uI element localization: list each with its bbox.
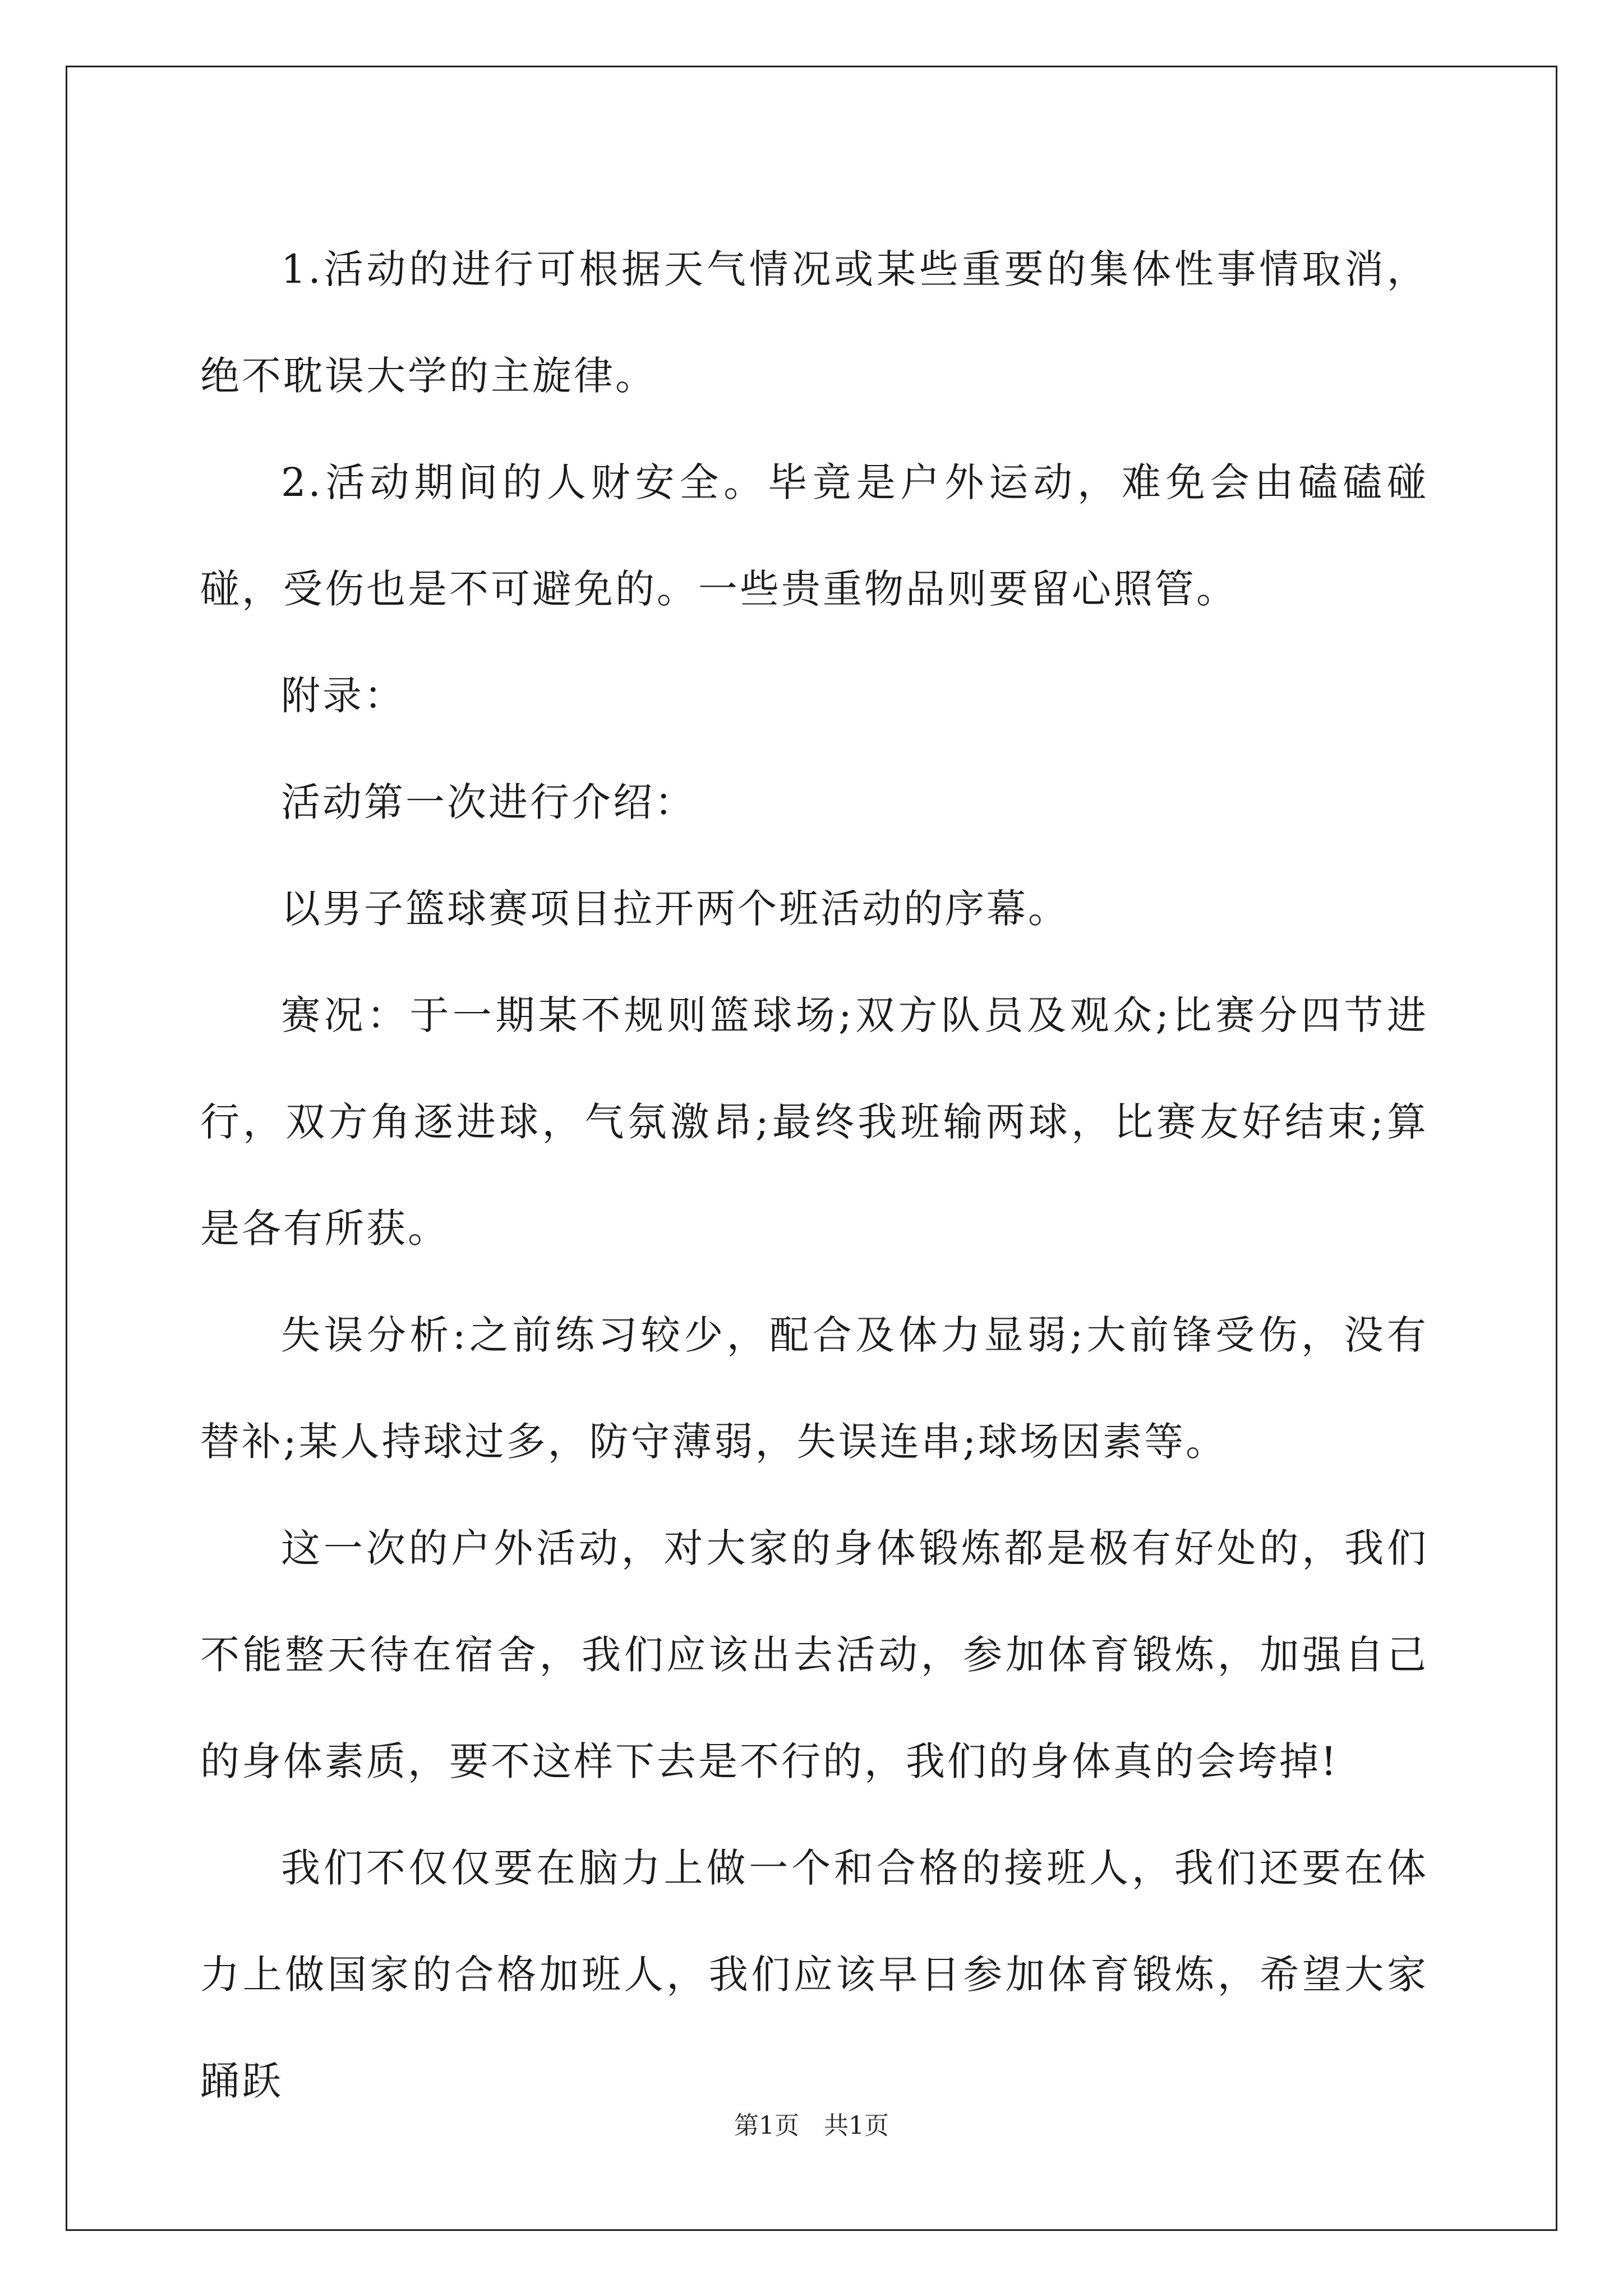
paragraph-8: 这一次的户外活动，对大家的身体锻炼都是极有好处的，我们不能整天待在宿舍，我们应该出去活动，参加体育锻炼，加强自己的身体素质，要不这样下去是不行的，我们的身体真的会垮掉! bbox=[200, 1525, 1428, 1784]
paragraph-2: 2.活动期间的人财安全。毕竟是户外运动，难免会由磕磕碰碰，受伤也是不可避免的。一些贵重物品则要留心照管。 bbox=[200, 459, 1428, 612]
paragraph-6: 赛况：于一期某不规则篮球场;双方队员及观众;比赛分四节进行，双方角逐进球，气氛激昂;最终我班输两球，比赛友好结束;算是各有所获。 bbox=[200, 992, 1428, 1251]
paragraph-4: 活动第一次进行介绍： bbox=[281, 779, 696, 825]
document-body bbox=[200, 216, 1428, 2134]
paragraph-7: 失误分析:之前练习较少，配合及体力显弱;大前锋受伤，没有替补;某人持球过多，防守薄弱，失误连串;球场因素等。 bbox=[200, 1312, 1428, 1465]
paragraph-3: 附录： bbox=[281, 673, 405, 719]
paragraph-9: 我们不仅仅要在脑力上做一个和合格的接班人，我们还要在体力上做国家的合格加班人，我们应该早日参加体育锻炼，希望大家踊跃 bbox=[200, 1845, 1428, 2104]
page-footer: 第1页 共1页 bbox=[734, 2111, 889, 2140]
paragraph-5: 以男子篮球赛项目拉开两个班活动的序幕。 bbox=[281, 886, 1069, 932]
paragraph-1: 1.活动的进行可根据天气情况或某些重要的集体性事情取消，绝不耽误大学的主旋律。 bbox=[200, 246, 1428, 399]
